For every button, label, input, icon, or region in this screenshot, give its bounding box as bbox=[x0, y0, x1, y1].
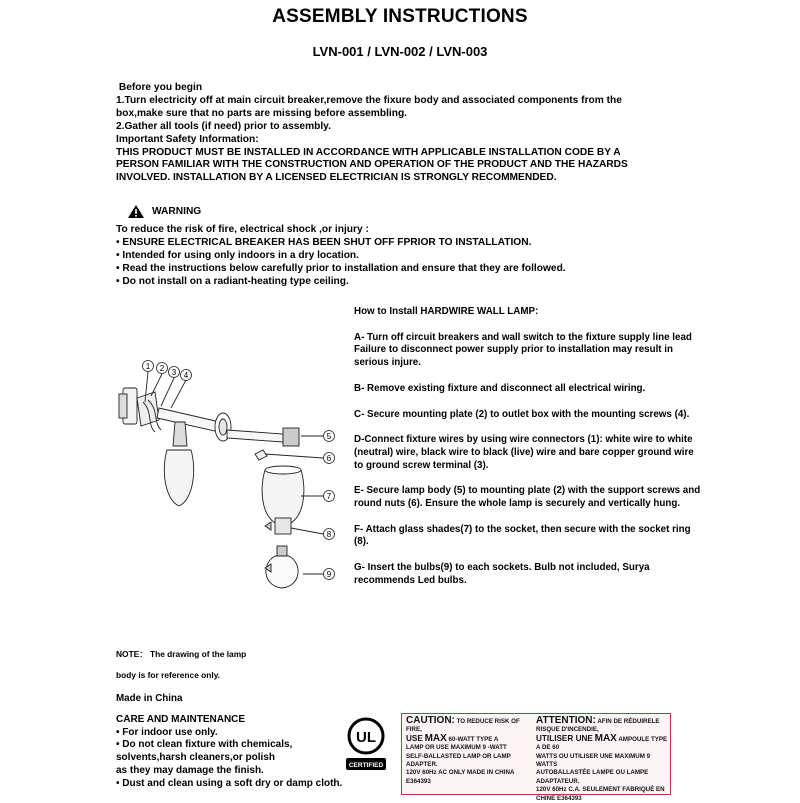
install-step-f: F- Attach glass shades(7) to the socket, then secure with the socket ring (8). bbox=[354, 523, 691, 548]
lamp-assembly-diagram bbox=[115, 350, 355, 590]
intro-line: Before you begin bbox=[116, 82, 203, 93]
install-step-g: G- Insert the bulbs(9) to each sockets. Bulb not included, Surya recommends Led bulbs. bbox=[354, 562, 650, 586]
callout-2 bbox=[157, 363, 168, 374]
warning-title: WARNING bbox=[152, 206, 202, 217]
warning-line: • Intended for using only indoors in a dry location. bbox=[116, 249, 359, 261]
svg-text:7: 7 bbox=[326, 492, 332, 501]
svg-text:5: 5 bbox=[326, 432, 332, 441]
warning-line: • Read the instructions below carefully prior to installation and ensure that they are followed. bbox=[116, 262, 566, 274]
callout-3 bbox=[169, 367, 180, 378]
install-step-c: C- Secure mounting plate (2) to outlet box with the mounting screws (4). bbox=[354, 408, 690, 420]
note-line-1: NOTE： The drawing of the lamp bbox=[116, 649, 247, 659]
callout-8 bbox=[324, 529, 335, 540]
intro-line: 1.Turn electricity off at main circuit breaker,remove the fixure body and associated components from the bbox=[116, 94, 622, 106]
svg-text:CERTIFIED: CERTIFIED bbox=[348, 762, 384, 769]
svg-text:6: 6 bbox=[326, 454, 332, 463]
warning-line: • ENSURE ELECTRICAL BREAKER HAS BEEN SHUT OFF FPRIOR TO INSTALLATION. bbox=[116, 236, 532, 248]
svg-text:1: 1 bbox=[145, 362, 151, 371]
warning-triangle-icon bbox=[128, 205, 144, 218]
install-step-b: B- Remove existing fixture and disconnect all electrical wiring. bbox=[354, 382, 646, 394]
care-line: • Do not clean fixture with chemicals, bbox=[116, 739, 293, 751]
caution-label-fr: ATTENTION: AFIN DE RÉDUIRELE RISQUE D'INCENDIE, UTILISER UNE MAX AMPOULE TYPE A DE 60 WATTS OU UTILISER UNE MAXIMUM 9 WATTS AUTOBALLASTÉE LAMPE OU LAMPE ADAPTATEUR. 120V 60Hz C.A. SEULEMENT FABRIQUÉ EN CHINE E364393 bbox=[536, 715, 668, 802]
care-line: as they may damage the finish. bbox=[116, 764, 264, 776]
callout-5 bbox=[324, 431, 335, 442]
intro-line: INVOLVED. INSTALLATION BY A LICENSED ELECTRICIAN IS STRONGLY RECOMMENDED. bbox=[116, 172, 557, 184]
install-step-a: A- Turn off circuit breakers and wall switch to the fixture supply line lead Failure to disconnect power supply prior to installation may result in serious injure. bbox=[354, 331, 692, 368]
svg-text:9: 9 bbox=[326, 570, 332, 579]
care-line: • Dust and clean using a soft dry or damp cloth. bbox=[116, 777, 343, 789]
care-section bbox=[116, 714, 356, 790]
callout-7 bbox=[324, 491, 335, 502]
install-title: How to Install HARDWIRE WALL LAMP: bbox=[354, 306, 539, 317]
page-title: ASSEMBLY INSTRUCTIONS bbox=[272, 6, 528, 27]
made-in-china: Made in China bbox=[116, 693, 183, 704]
warning-line: To reduce the risk of fire, electrical shock ,or injury : bbox=[116, 224, 369, 235]
ul-certified-logo bbox=[346, 716, 386, 776]
care-line: solvents,harsh cleaners,or polish bbox=[116, 752, 275, 764]
svg-text:8: 8 bbox=[326, 530, 332, 539]
install-step-e: E- Secure lamp body (5) to mounting plate (2) with the support screws and round nuts (6). Ensure the whole lamp is securely and vertically hung. bbox=[354, 485, 701, 509]
svg-text:3: 3 bbox=[171, 368, 177, 377]
intro-line: Important Safety Information: bbox=[116, 133, 259, 145]
install-step-d: D-Connect fixture wires by using wire connectors (1): white wire to white (neutral) wire, black wire to black (live) wire and bare copper ground wire to ground screw terminal (3). bbox=[354, 434, 694, 471]
callout-9 bbox=[324, 569, 335, 580]
warning-list bbox=[116, 224, 716, 289]
warning-heading bbox=[128, 205, 201, 218]
intro-line: 2.Gather all tools (if need) prior to assembly. bbox=[116, 120, 331, 132]
model-numbers: LVN-001 / LVN-002 / LVN-003 bbox=[312, 44, 488, 59]
intro-line: THIS PRODUCT MUST BE INSTALLED IN ACCORDANCE WITH APPLICABLE INSTALLATION CODE BY A bbox=[116, 146, 621, 158]
intro-line: box,make sure that no parts are missing before assembling. bbox=[116, 107, 408, 119]
install-instructions bbox=[354, 306, 704, 600]
callout-6 bbox=[324, 453, 335, 464]
intro-section bbox=[116, 82, 716, 185]
note-line-2: body is for reference only. bbox=[116, 670, 221, 680]
svg-text:UL: UL bbox=[356, 729, 376, 746]
intro-line: PERSON FAMILIAR WITH THE CONSTRUCTION AND OPERATION OF THE PRODUCT AND THE HAZARDS bbox=[116, 159, 628, 171]
caution-label bbox=[401, 713, 671, 802]
svg-text:4: 4 bbox=[183, 371, 189, 380]
care-title: CARE AND MAINTENANCE bbox=[116, 714, 246, 725]
care-line: • For indoor use only. bbox=[116, 726, 218, 738]
callout-1 bbox=[143, 361, 154, 372]
svg-text:2: 2 bbox=[159, 364, 165, 373]
warning-line: • Do not install on a radiant-heating type ceiling. bbox=[116, 275, 349, 287]
callout-4 bbox=[181, 370, 192, 381]
caution-label-en: CAUTION: TO REDUCE RISK OF FIRE, USE MAX 60-WATT TYPE A LAMP OR USE MAXIMUM 9 -WATT SELF-BALLASTED LAMP OR LAMP ADAPTER. 120V 60Hz AC ONLY MADE IN CHINA E364393 bbox=[406, 715, 520, 785]
